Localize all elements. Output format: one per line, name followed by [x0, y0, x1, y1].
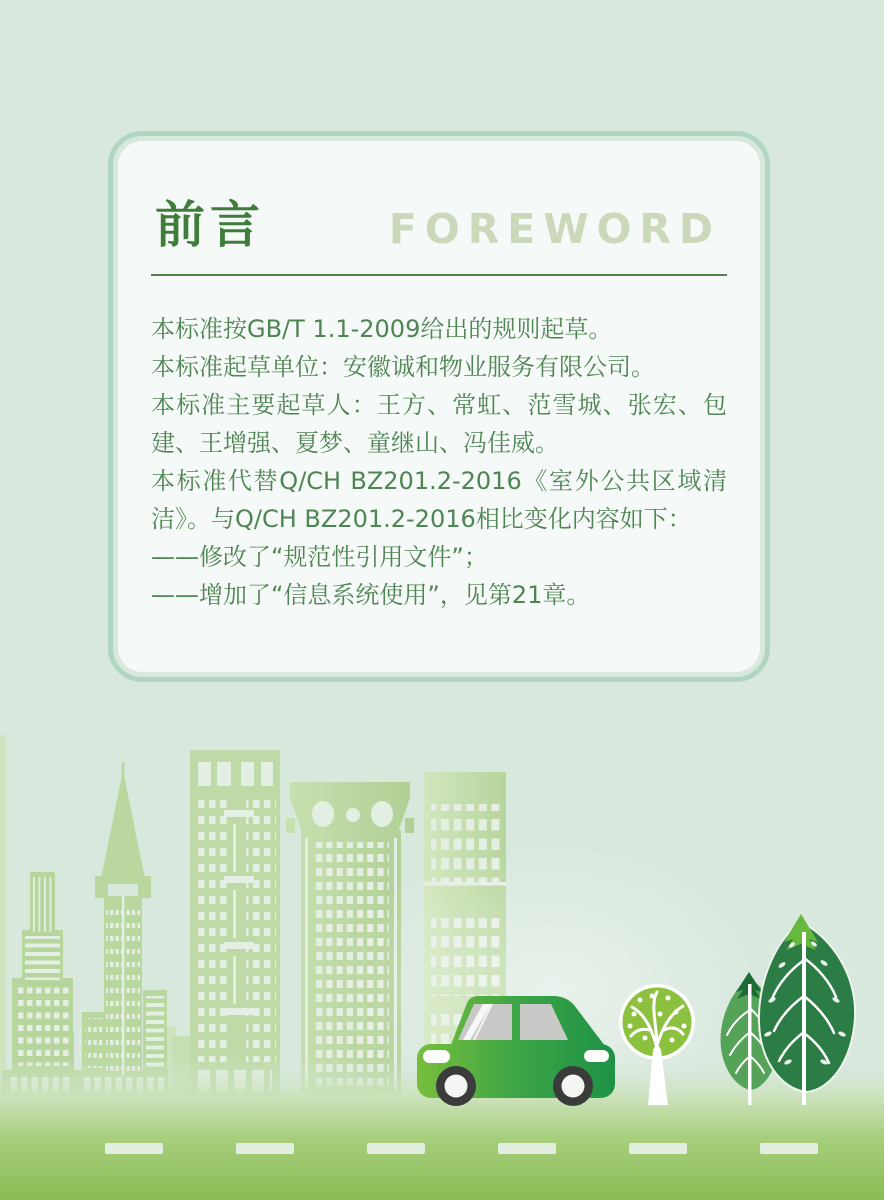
paragraph-line: ——修改了“规范性引用文件”； [151, 543, 488, 571]
paragraph-line: 本标准起草单位：安徽诚和物业服务有限公司。 [151, 353, 655, 381]
city-skyline-illustration [0, 700, 884, 1200]
paragraph-line: ——增加了“信息系统使用”，见第21章。 [151, 581, 591, 609]
building-window-tower [190, 750, 280, 1096]
title-divider [151, 274, 727, 276]
foreword-card [108, 131, 770, 682]
paragraph-line: 本标准主要起草人：王方、常虹、范雪城、张宏、包 [151, 391, 727, 419]
paragraph-line: 本标准按GB/T 1.1-2009给出的规则起草。 [151, 315, 613, 343]
paragraph-line: 建、王增强、夏梦、童继山、冯佳威。 [151, 429, 559, 457]
headlight [423, 1050, 450, 1063]
paragraph-line: 洁》。与Q/CH BZ201.2-2016相比变化内容如下： [151, 505, 692, 533]
title-row [151, 196, 727, 254]
foreword-paragraph [151, 310, 727, 614]
page-title-en: FOREWORD [388, 205, 721, 253]
paragraph-line: 本标准代替Q/CH BZ201.2-2016《室外公共区域清 [151, 467, 727, 495]
taillight [584, 1050, 609, 1062]
page-title-cn: 前言 [155, 196, 265, 254]
building-pyramid-tower [78, 762, 168, 1097]
